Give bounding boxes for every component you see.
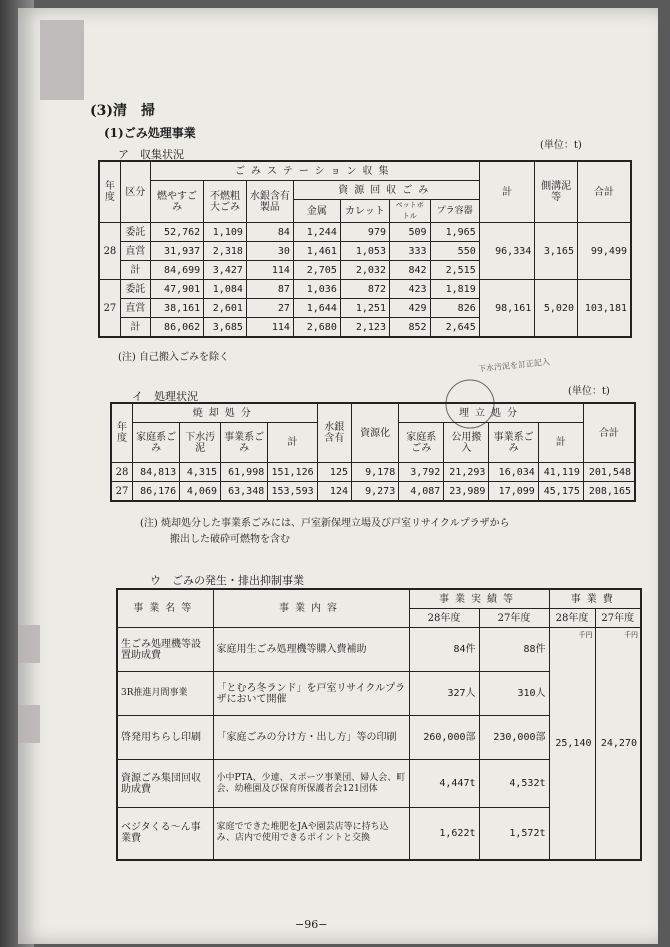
hdr-hi27: 27年度 [595,609,641,628]
program-name: 生ごみ処理機等設置助成費 [117,628,213,672]
value-cell: 151,126 [268,463,317,482]
program-content: 家庭用生ごみ処理機等購入費補助 [213,628,409,672]
value-cell: 61,998 [221,463,268,482]
table-u-caption: ウ ごみの発生・排出抑制事業 [150,574,304,587]
kubun-cell: 計 [120,261,150,280]
value-cell: 31,937 [150,242,203,261]
hdr-umetate: 埋立処分 [399,403,584,423]
hdr-y28: 28年度 [409,609,479,628]
value-cell: 30 [246,242,293,261]
page-number: −96− [295,918,328,931]
value-cell: 4,532t [479,760,549,808]
value-cell: 2,601 [204,299,247,318]
value-cell: 5,020 [535,280,578,338]
sticky-tab-top [40,20,84,100]
value-cell: 1,036 [293,280,340,299]
value-cell: 327人 [409,672,479,716]
hdr-suigin: 水銀含有 [317,403,351,463]
value-cell: 4,447t [409,760,479,808]
hdr-shokyaku: 焼却処分 [132,403,317,423]
program-name: 資源ごみ集団回収助成費 [117,760,213,808]
value-cell: 52,762 [150,223,203,242]
value-cell: 1,084 [204,280,247,299]
program-content: 小中PTA、少連、スポーツ事業団、婦人会、町会、幼稚園及び保育所保護者会121団体 [213,760,409,808]
hdr-gokei: 合計 [577,161,631,223]
value-cell: 2,645 [430,318,479,338]
value-cell: 86,176 [132,482,179,502]
hdr-kinzoku: 金属 [293,200,340,223]
value-cell: 1,109 [204,223,247,242]
value-cell: 310人 [479,672,549,716]
value-cell: 1,572t [479,808,549,860]
hdr-kouyou: 公用搬入 [444,423,489,463]
value-cell: 842 [389,261,430,280]
unit-senen-28: 千円 [578,631,593,639]
hdr-kei: 計 [479,161,535,223]
sticky-tab-mid [18,625,40,663]
kubun-cell: 直営 [120,242,150,261]
sticky-tab-low [18,705,40,743]
value-cell: 4,315 [180,463,221,482]
value-cell: 23,989 [444,482,489,502]
hdr-u-jigyo: 事業系ごみ [489,423,538,463]
value-cell: 2,318 [204,242,247,261]
value-cell: 98,161 [479,280,535,338]
value-cell: 84,699 [150,261,203,280]
section-heading: (3)清 掃 [90,103,155,119]
value-cell: 87 [246,280,293,299]
hdr-station: ごみステーション収集 [150,161,479,181]
value-cell: 38,161 [150,299,203,318]
value-cell: 230,000部 [479,716,549,760]
table-a-note: (注) 自己搬入ごみを除く [118,352,229,363]
value-cell: 96,334 [479,223,535,280]
value-cell [549,628,595,860]
kubun-cell: 計 [120,318,150,338]
hdr-y27: 27年度 [479,609,549,628]
value-cell: 2,515 [430,261,479,280]
hdr-moyasu: 燃やすごみ [150,181,203,223]
value-cell: 2,680 [293,318,340,338]
value-cell: 3,792 [399,463,444,482]
program-name: 3R推進月間事業 [117,672,213,716]
subsection-heading: (1)ごみ処理事業 [104,126,196,140]
value-cell: 2,123 [340,318,389,338]
cost-27: 24,270 [600,737,637,749]
hdr-sokko: 側溝泥等 [535,161,578,223]
value-cell: 27 [246,299,293,318]
program-content: 「家庭ごみの分け方・出し方」等の印刷 [213,716,409,760]
value-cell: 3,165 [535,223,578,280]
value-cell: 3,685 [204,318,247,338]
year-cell: 28 [99,223,120,280]
program-content: 家庭でできた堆肥をJAや園芸店等に持ち込み、店内で使用できるポイントと交換 [213,808,409,860]
kubun-cell: 直営 [120,299,150,318]
value-cell: 429 [389,299,430,318]
processing-table [110,402,636,502]
value-cell: 47,901 [150,280,203,299]
hdr-funen: 不燃粗大ごみ [204,181,247,223]
value-cell: 979 [340,223,389,242]
unit-senen-27: 千円 [624,631,638,639]
value-cell: 114 [246,318,293,338]
value-cell: 1,251 [340,299,389,318]
unit-label-i: (単位：t) [568,386,610,397]
hdr-gokei: 合計 [583,403,635,463]
hdr-kubun: 区分 [120,161,150,223]
hdr-u-kei: 計 [538,423,583,463]
value-cell: 125 [317,463,351,482]
value-cell: 16,034 [489,463,538,482]
year-cell: 27 [111,482,132,502]
hdr-year: 年度 [99,161,120,223]
value-cell: 1,461 [293,242,340,261]
hdr-content: 事業内容 [213,589,409,628]
value-cell: 103,181 [577,280,631,338]
value-cell [595,628,641,860]
hdr-pet: ペットボトル [389,200,430,223]
value-cell: 826 [430,299,479,318]
hdr-katei: 家庭系ごみ [132,423,179,463]
table-i-caption: イ 処理状況 [132,390,198,403]
value-cell: 45,175 [538,482,583,502]
value-cell: 3,427 [204,261,247,280]
value-cell: 114 [246,261,293,280]
hdr-gesui: 下水汚泥 [180,423,221,463]
hdr-jigyo: 事業系ごみ [221,423,268,463]
value-cell: 124 [317,482,351,502]
table-a-caption: ア 収集状況 [118,148,184,161]
hdr-cullet: カレット [340,200,389,223]
year-cell: 27 [99,280,120,338]
value-cell: 84,813 [132,463,179,482]
hdr-suigin: 水銀含有製品 [246,181,293,223]
value-cell: 9,178 [351,463,398,482]
value-cell: 2,032 [340,261,389,280]
hdr-kei: 計 [268,423,317,463]
hdr-hi: 事業費 [549,589,641,609]
value-cell: 4,069 [180,482,221,502]
value-cell: 84 [246,223,293,242]
collection-table [98,160,632,338]
year-cell: 28 [111,463,132,482]
value-cell: 1,244 [293,223,340,242]
value-cell: 88件 [479,628,549,672]
value-cell: 84件 [409,628,479,672]
hdr-year: 年度 [111,403,132,463]
kubun-cell: 委託 [120,280,150,299]
hdr-pura: プラ容器 [430,200,479,223]
kubun-cell: 委託 [120,223,150,242]
value-cell: 41,119 [538,463,583,482]
value-cell: 4,087 [399,482,444,502]
table-i-note-line1: (注) 焼却処分した事業系ごみには、戸室新保埋立場及び戸室リサイクルプラザから [140,518,510,529]
value-cell: 423 [389,280,430,299]
value-cell: 17,099 [489,482,538,502]
value-cell: 201,548 [583,463,635,482]
program-name: ベジタくる～ん事業費 [117,808,213,860]
value-cell: 1,053 [340,242,389,261]
value-cell: 2,705 [293,261,340,280]
hdr-jisseki: 事業実績等 [409,589,549,609]
value-cell: 99,499 [577,223,631,280]
value-cell: 550 [430,242,479,261]
value-cell: 852 [389,318,430,338]
program-table [116,588,642,861]
program-content: 「とむろ冬ランド」を戸室リサイクルプラザにおいて開催 [213,672,409,716]
cost-28: 25,140 [555,737,592,749]
value-cell: 333 [389,242,430,261]
value-cell: 21,293 [444,463,489,482]
value-cell: 153,593 [268,482,317,502]
hdr-name: 事業名等 [117,589,213,628]
value-cell: 1,644 [293,299,340,318]
value-cell: 1,965 [430,223,479,242]
value-cell: 9,273 [351,482,398,502]
value-cell: 260,000部 [409,716,479,760]
value-cell: 86,062 [150,318,203,338]
value-cell: 872 [340,280,389,299]
unit-label-a: (単位：t) [540,140,582,151]
program-name: 啓発用ちらし印刷 [117,716,213,760]
hdr-u-katei: 家庭系ごみ [399,423,444,463]
hdr-shigen: 資源回収ごみ [293,181,479,200]
value-cell: 63,348 [221,482,268,502]
table-i-note-line2: 搬出した破砕可燃物を含む [170,534,290,545]
hdr-hi28: 28年度 [549,609,595,628]
value-cell: 208,165 [583,482,635,502]
value-cell: 509 [389,223,430,242]
value-cell: 1,819 [430,280,479,299]
value-cell: 1,622t [409,808,479,860]
handwritten-note: 下水汚泥を訂正記入 [477,357,551,374]
hdr-shigenka: 資源化 [351,403,398,463]
